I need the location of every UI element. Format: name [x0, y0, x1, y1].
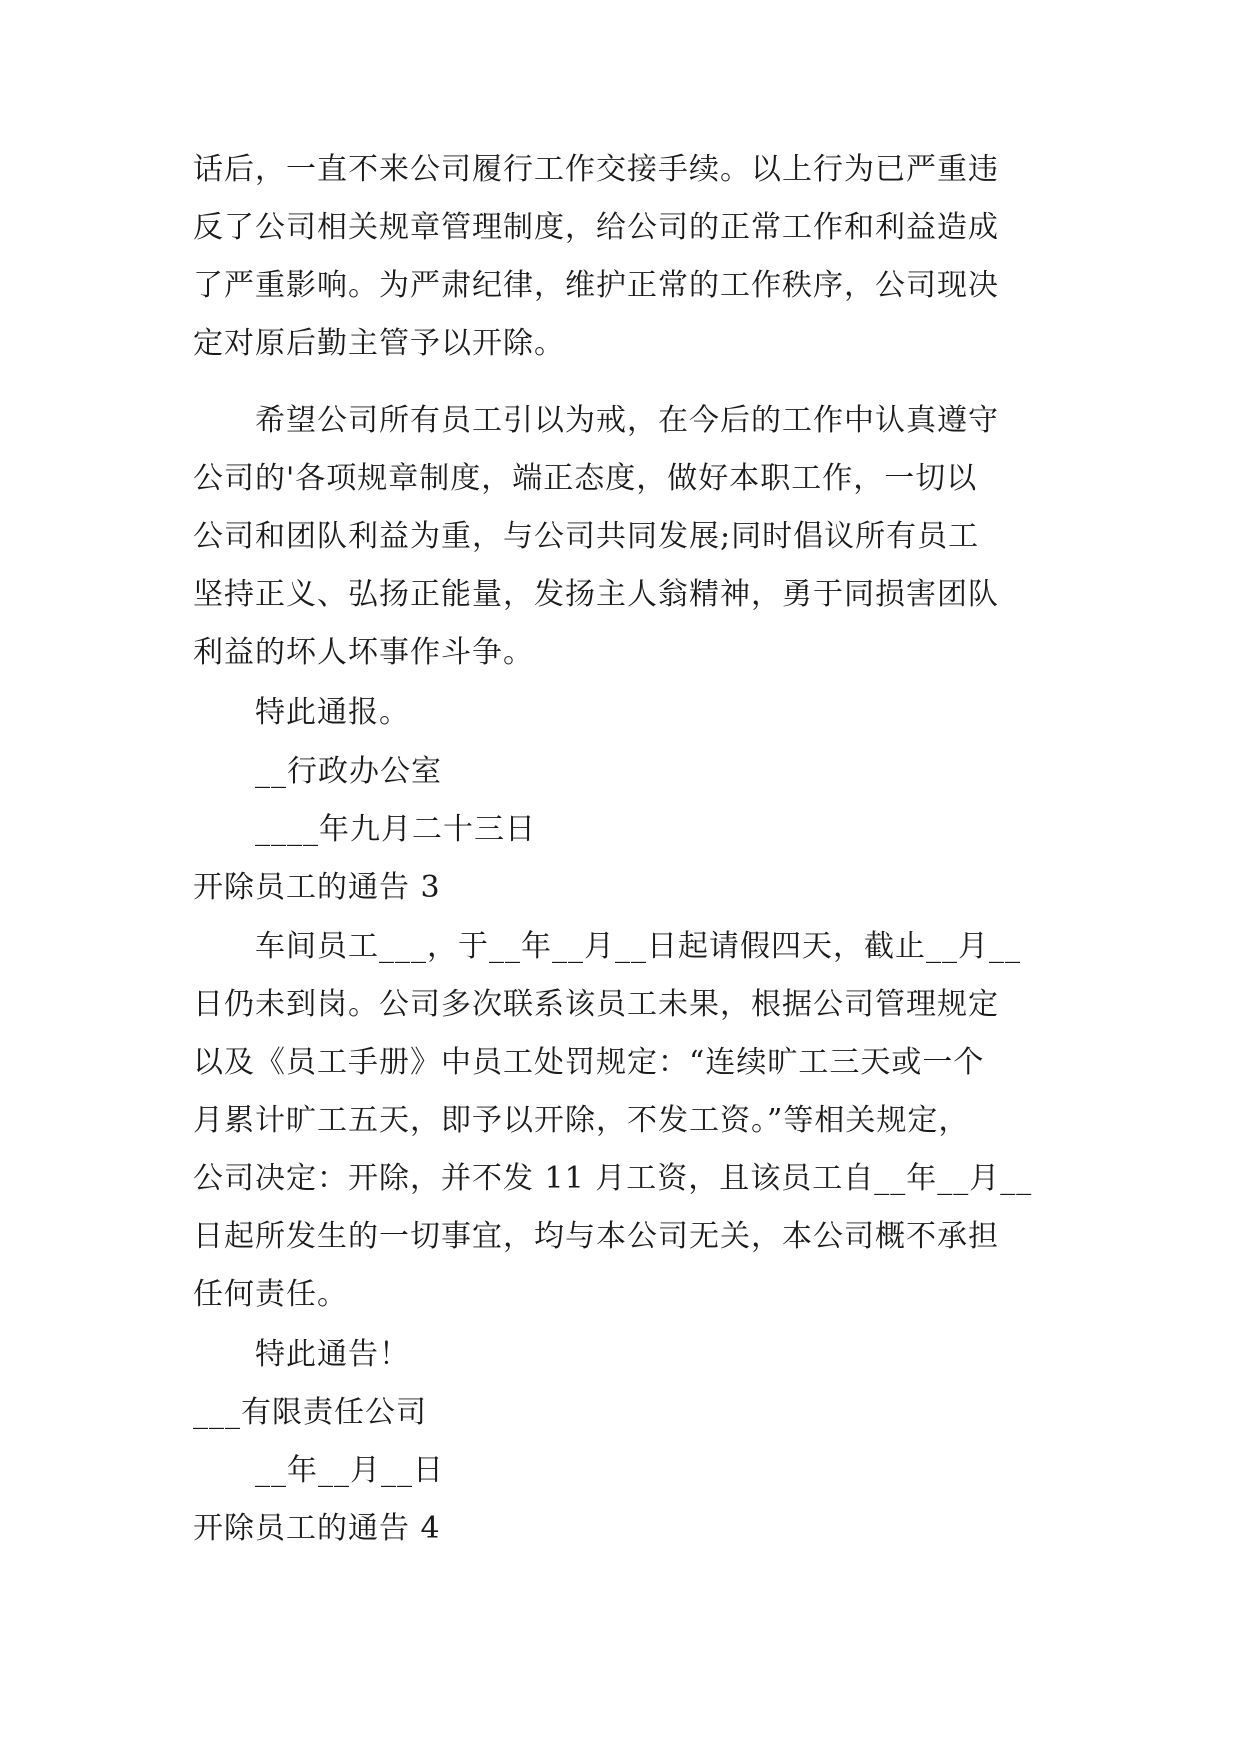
- section-heading: 开除员工的通告 3: [193, 870, 441, 905]
- body-text-line: 了严重影响。为严肃纪律，维护正常的工作秩序，公司现决: [193, 268, 999, 303]
- signature-org: ___有限责任公司: [193, 1395, 427, 1430]
- section-heading: 开除员工的通告 4: [193, 1511, 441, 1546]
- body-text-line: 日起所发生的一切事宜，均与本公司无关，本公司概不承担: [193, 1219, 999, 1254]
- body-text-line: 公司决定：开除，并不发 11 月工资，且该员工自__年__月__: [193, 1161, 1033, 1196]
- body-text-line: 希望公司所有员工引以为戒，在今后的工作中认真遵守: [255, 403, 999, 438]
- body-text-line: 坚持正义、弘扬正能量，发扬主人翁精神，勇于同损害团队: [193, 577, 999, 612]
- body-text-line: 公司的'各项规章制度，端正态度，做好本职工作，一切以: [193, 461, 978, 496]
- body-text-line: 月累计旷工五天，即予以开除，不发工资。”等相关规定，: [193, 1103, 970, 1138]
- body-text-line: 公司和团队利益为重，与公司共同发展;同时倡议所有员工: [193, 519, 980, 554]
- body-text-line: 利益的坏人坏事作斗争。: [193, 635, 534, 670]
- body-text-line: 以及《员工手册》中员工处罚规定：“连续旷工三天或一个: [193, 1045, 985, 1080]
- closing-line: 特此通报。: [255, 695, 410, 730]
- closing-line: 特此通告！: [255, 1337, 410, 1372]
- body-text-line: 定对原后勤主管予以开除。: [193, 326, 565, 361]
- signature-date: __年__月__日: [255, 1453, 444, 1488]
- signature-date: ____年九月二十三日: [255, 812, 536, 847]
- signature-org: __行政办公室: [255, 754, 442, 789]
- body-text-line: 车间员工___，于__年__月__日起请假四天，截止__月__: [255, 929, 1021, 964]
- body-text-line: 任何责任。: [193, 1277, 348, 1312]
- body-text-line: 话后，一直不来公司履行工作交接手续。以上行为已严重违: [193, 152, 999, 187]
- body-text-line: 日仍未到岗。公司多次联系该员工未果，根据公司管理规定: [193, 987, 999, 1022]
- body-text-line: 反了公司相关规章管理制度，给公司的正常工作和利益造成: [193, 210, 999, 245]
